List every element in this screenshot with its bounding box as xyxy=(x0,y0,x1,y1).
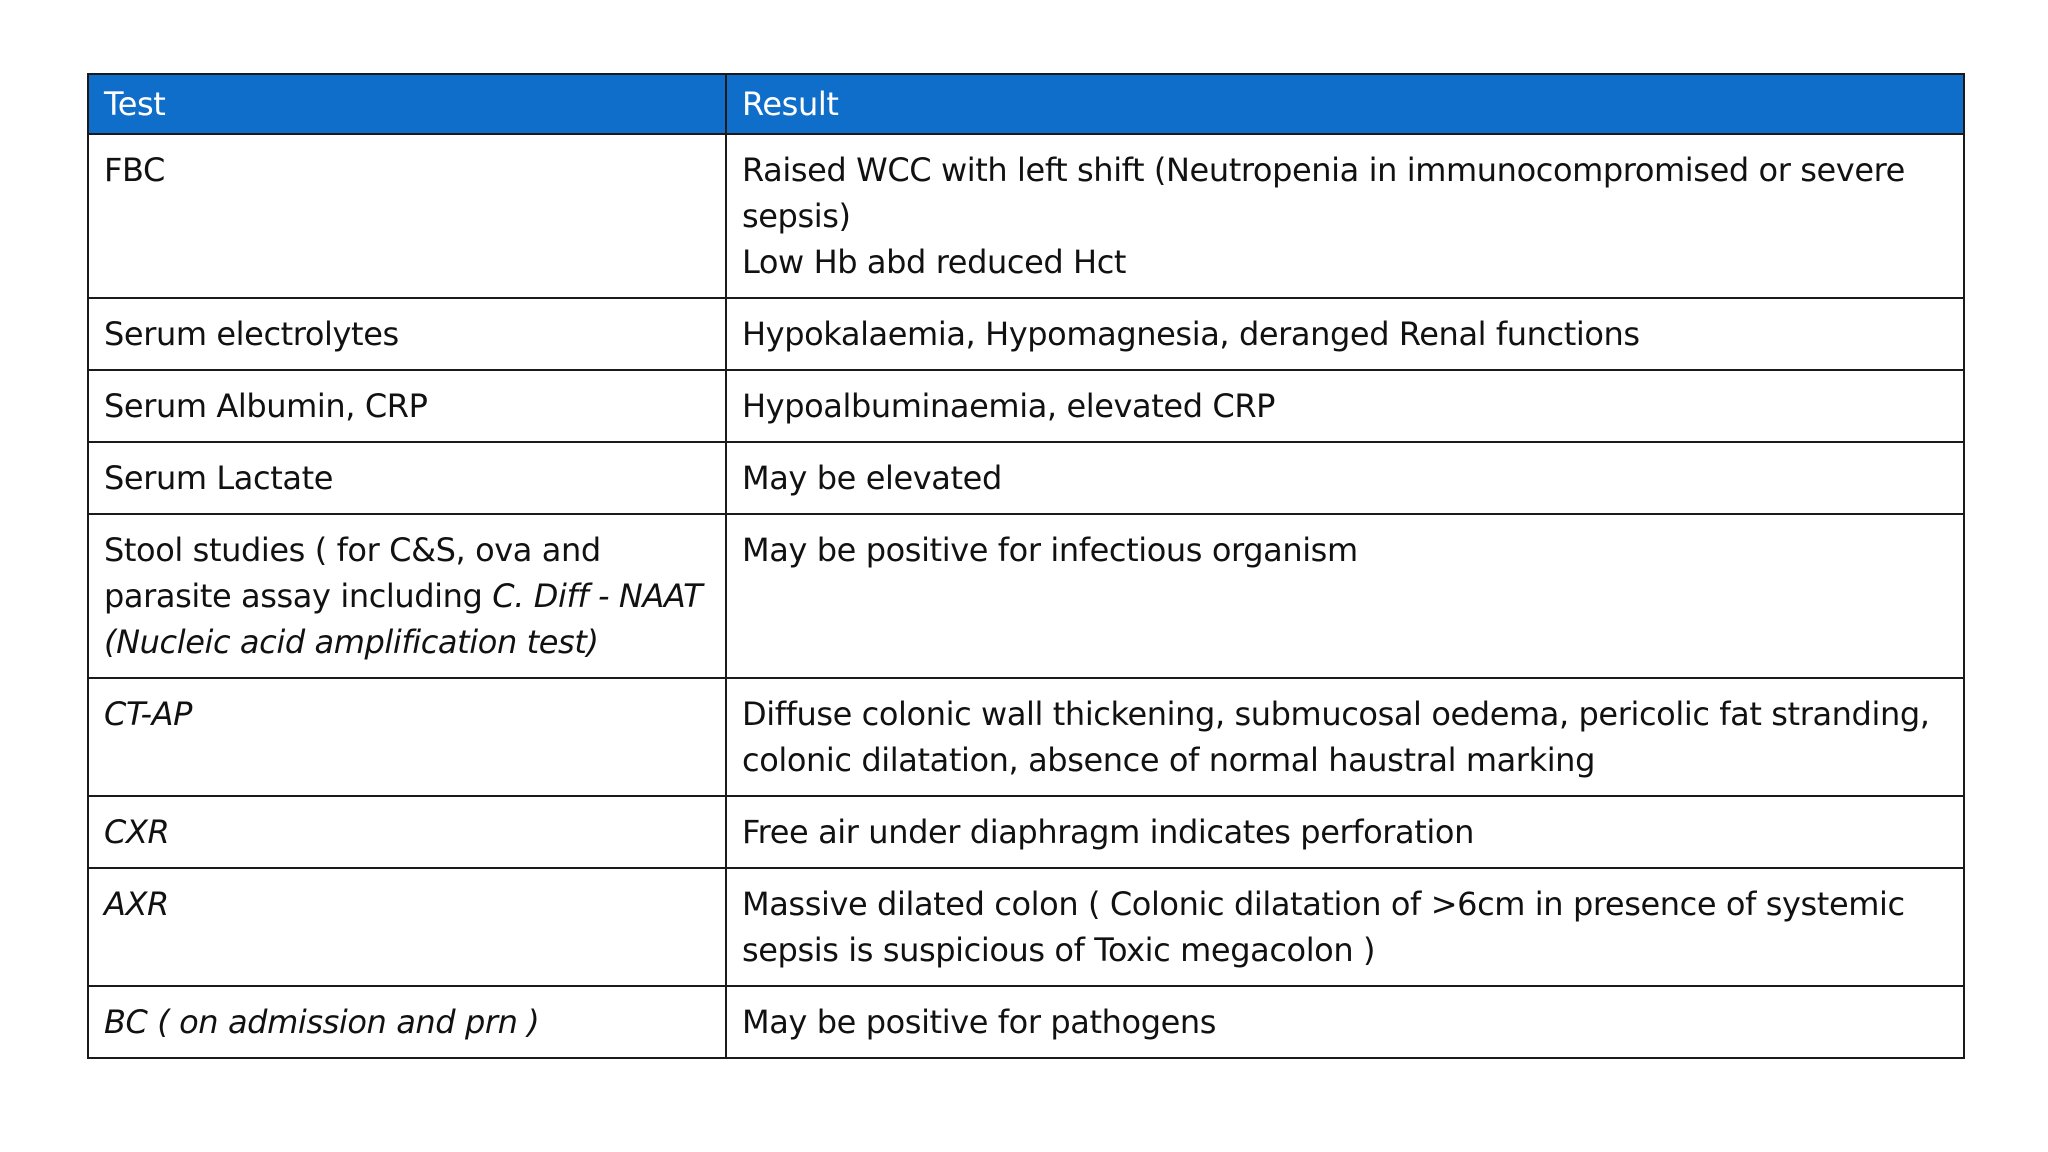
table-row-cxr xyxy=(88,796,1964,868)
test-cell: CXR xyxy=(88,796,726,868)
test-cell: FBC xyxy=(88,134,726,298)
table-row-ct-ap xyxy=(88,678,1964,796)
test-text-italic: C. Diff - NAAT (Nucleic acid amplification test) xyxy=(104,577,703,661)
test-cell: Serum Albumin, CRP xyxy=(88,370,726,442)
table-header-row xyxy=(88,74,1964,134)
test-cell: AXR xyxy=(88,868,726,986)
table-row-bc xyxy=(88,986,1964,1058)
test-cell xyxy=(88,514,726,678)
result-cell xyxy=(726,134,1964,298)
result-cell: May be positive for pathogens xyxy=(726,986,1964,1058)
test-cell: Serum electrolytes xyxy=(88,298,726,370)
table-row-fbc xyxy=(88,134,1964,298)
table-row-serum-electrolytes xyxy=(88,298,1964,370)
investigations-table xyxy=(87,73,1965,1059)
result-cell: Free air under diaphragm indicates perforation xyxy=(726,796,1964,868)
result-line: Raised WCC with left shift (Neutropenia in immunocompromised or severe sepsis) xyxy=(742,151,1905,235)
result-cell: May be positive for infectious organism xyxy=(726,514,1964,678)
table-row-stool-studies xyxy=(88,514,1964,678)
result-line: Low Hb abd reduced Hct xyxy=(742,243,1127,281)
table-row-serum-lactate xyxy=(88,442,1964,514)
result-cell: Hypokalaemia, Hypomagnesia, deranged Renal functions xyxy=(726,298,1964,370)
test-text: Stool studies ( for C&S, ova and parasite assay including xyxy=(104,531,601,615)
table-row-serum-albumin xyxy=(88,370,1964,442)
table-row-axr xyxy=(88,868,1964,986)
test-cell: Serum Lactate xyxy=(88,442,726,514)
result-cell: Diffuse colonic wall thickening, submucosal oedema, pericolic fat stranding, colonic dilatation, absence of normal haustral marking xyxy=(726,678,1964,796)
test-cell: CT-AP xyxy=(88,678,726,796)
result-cell: May be elevated xyxy=(726,442,1964,514)
header-test: Test xyxy=(88,74,726,134)
result-cell: Massive dilated colon ( Colonic dilatation of >6cm in presence of systemic sepsis is suspicious of Toxic megacolon ) xyxy=(726,868,1964,986)
result-cell: Hypoalbuminaemia, elevated CRP xyxy=(726,370,1964,442)
test-cell: BC ( on admission and prn ) xyxy=(88,986,726,1058)
header-result: Result xyxy=(726,74,1964,134)
